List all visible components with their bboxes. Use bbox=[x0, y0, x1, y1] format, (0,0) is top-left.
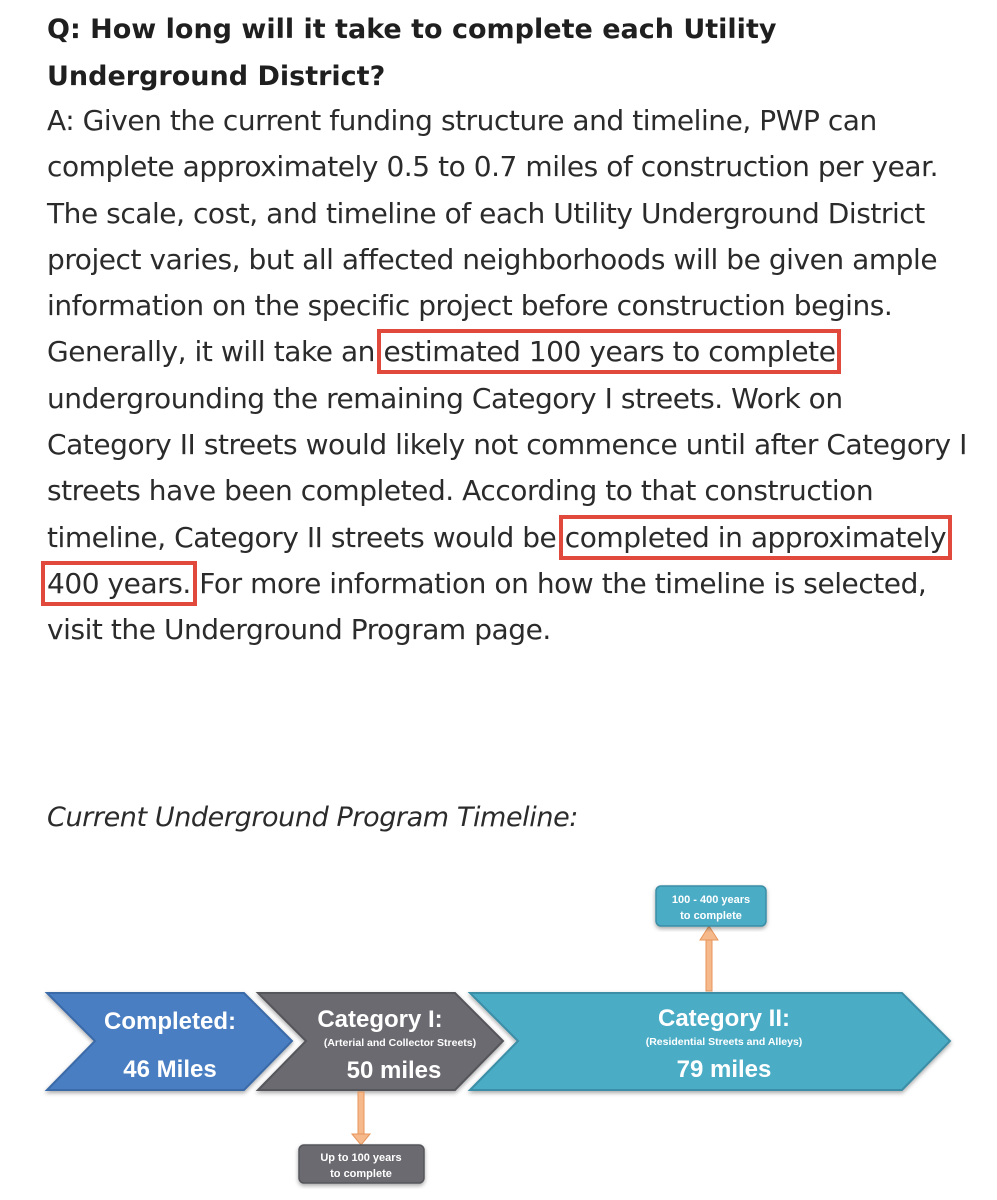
category2-arrow-up bbox=[700, 926, 718, 991]
answer-text-1: A: Given the current funding structure and timeline, PWP can complete approximately 0.5 to 0.7 miles of construction per year. The scale, cost, and timeline of each Utility Underground District project varies, but all affected neighborhoods will be given ample information on the specific project before construction begins. Generally, it will take an bbox=[47, 104, 939, 369]
category1-callout bbox=[299, 1145, 424, 1183]
category2-callout bbox=[656, 886, 766, 926]
category2-miles: 79 miles bbox=[676, 1056, 772, 1083]
completed-title: Completed: bbox=[104, 1008, 236, 1035]
category1-callout-line1: Up to 100 years bbox=[320, 1152, 402, 1164]
faq-question: Q: How long will it take to complete each Utility Underground District? bbox=[47, 14, 777, 92]
timeline-heading: Current Underground Program Timeline: bbox=[47, 802, 578, 833]
answer-text-3: For more information on how the timeline is selected, visit the Underground Program page. bbox=[47, 566, 927, 647]
category1-miles: 50 miles bbox=[346, 1057, 442, 1084]
category2-title: Category II: bbox=[657, 1005, 791, 1032]
category1-arrow-down bbox=[352, 1092, 370, 1145]
category2-callout-line1: 100 - 400 years bbox=[671, 894, 751, 906]
category1-subtitle: (Arterial and Collector Streets) bbox=[323, 1037, 477, 1049]
highlight-100-years: estimated 100 years to complete bbox=[383, 335, 836, 369]
completed-miles: 46 Miles bbox=[123, 1056, 217, 1083]
highlight-400-years: completed in approximately 400 years. bbox=[47, 520, 947, 600]
category2-subtitle: (Residential Streets and Alleys) bbox=[645, 1036, 803, 1048]
category1-title: Category I: bbox=[317, 1006, 443, 1033]
category2-callout-line2: to complete bbox=[680, 910, 742, 922]
answer-text-2: undergrounding the remaining Category I streets. Work on Category II streets would likely not commence until after Category I streets have been completed. According to that construction timeline, Category II streets would be bbox=[47, 381, 967, 554]
category1-callout-line2: to complete bbox=[330, 1168, 392, 1180]
